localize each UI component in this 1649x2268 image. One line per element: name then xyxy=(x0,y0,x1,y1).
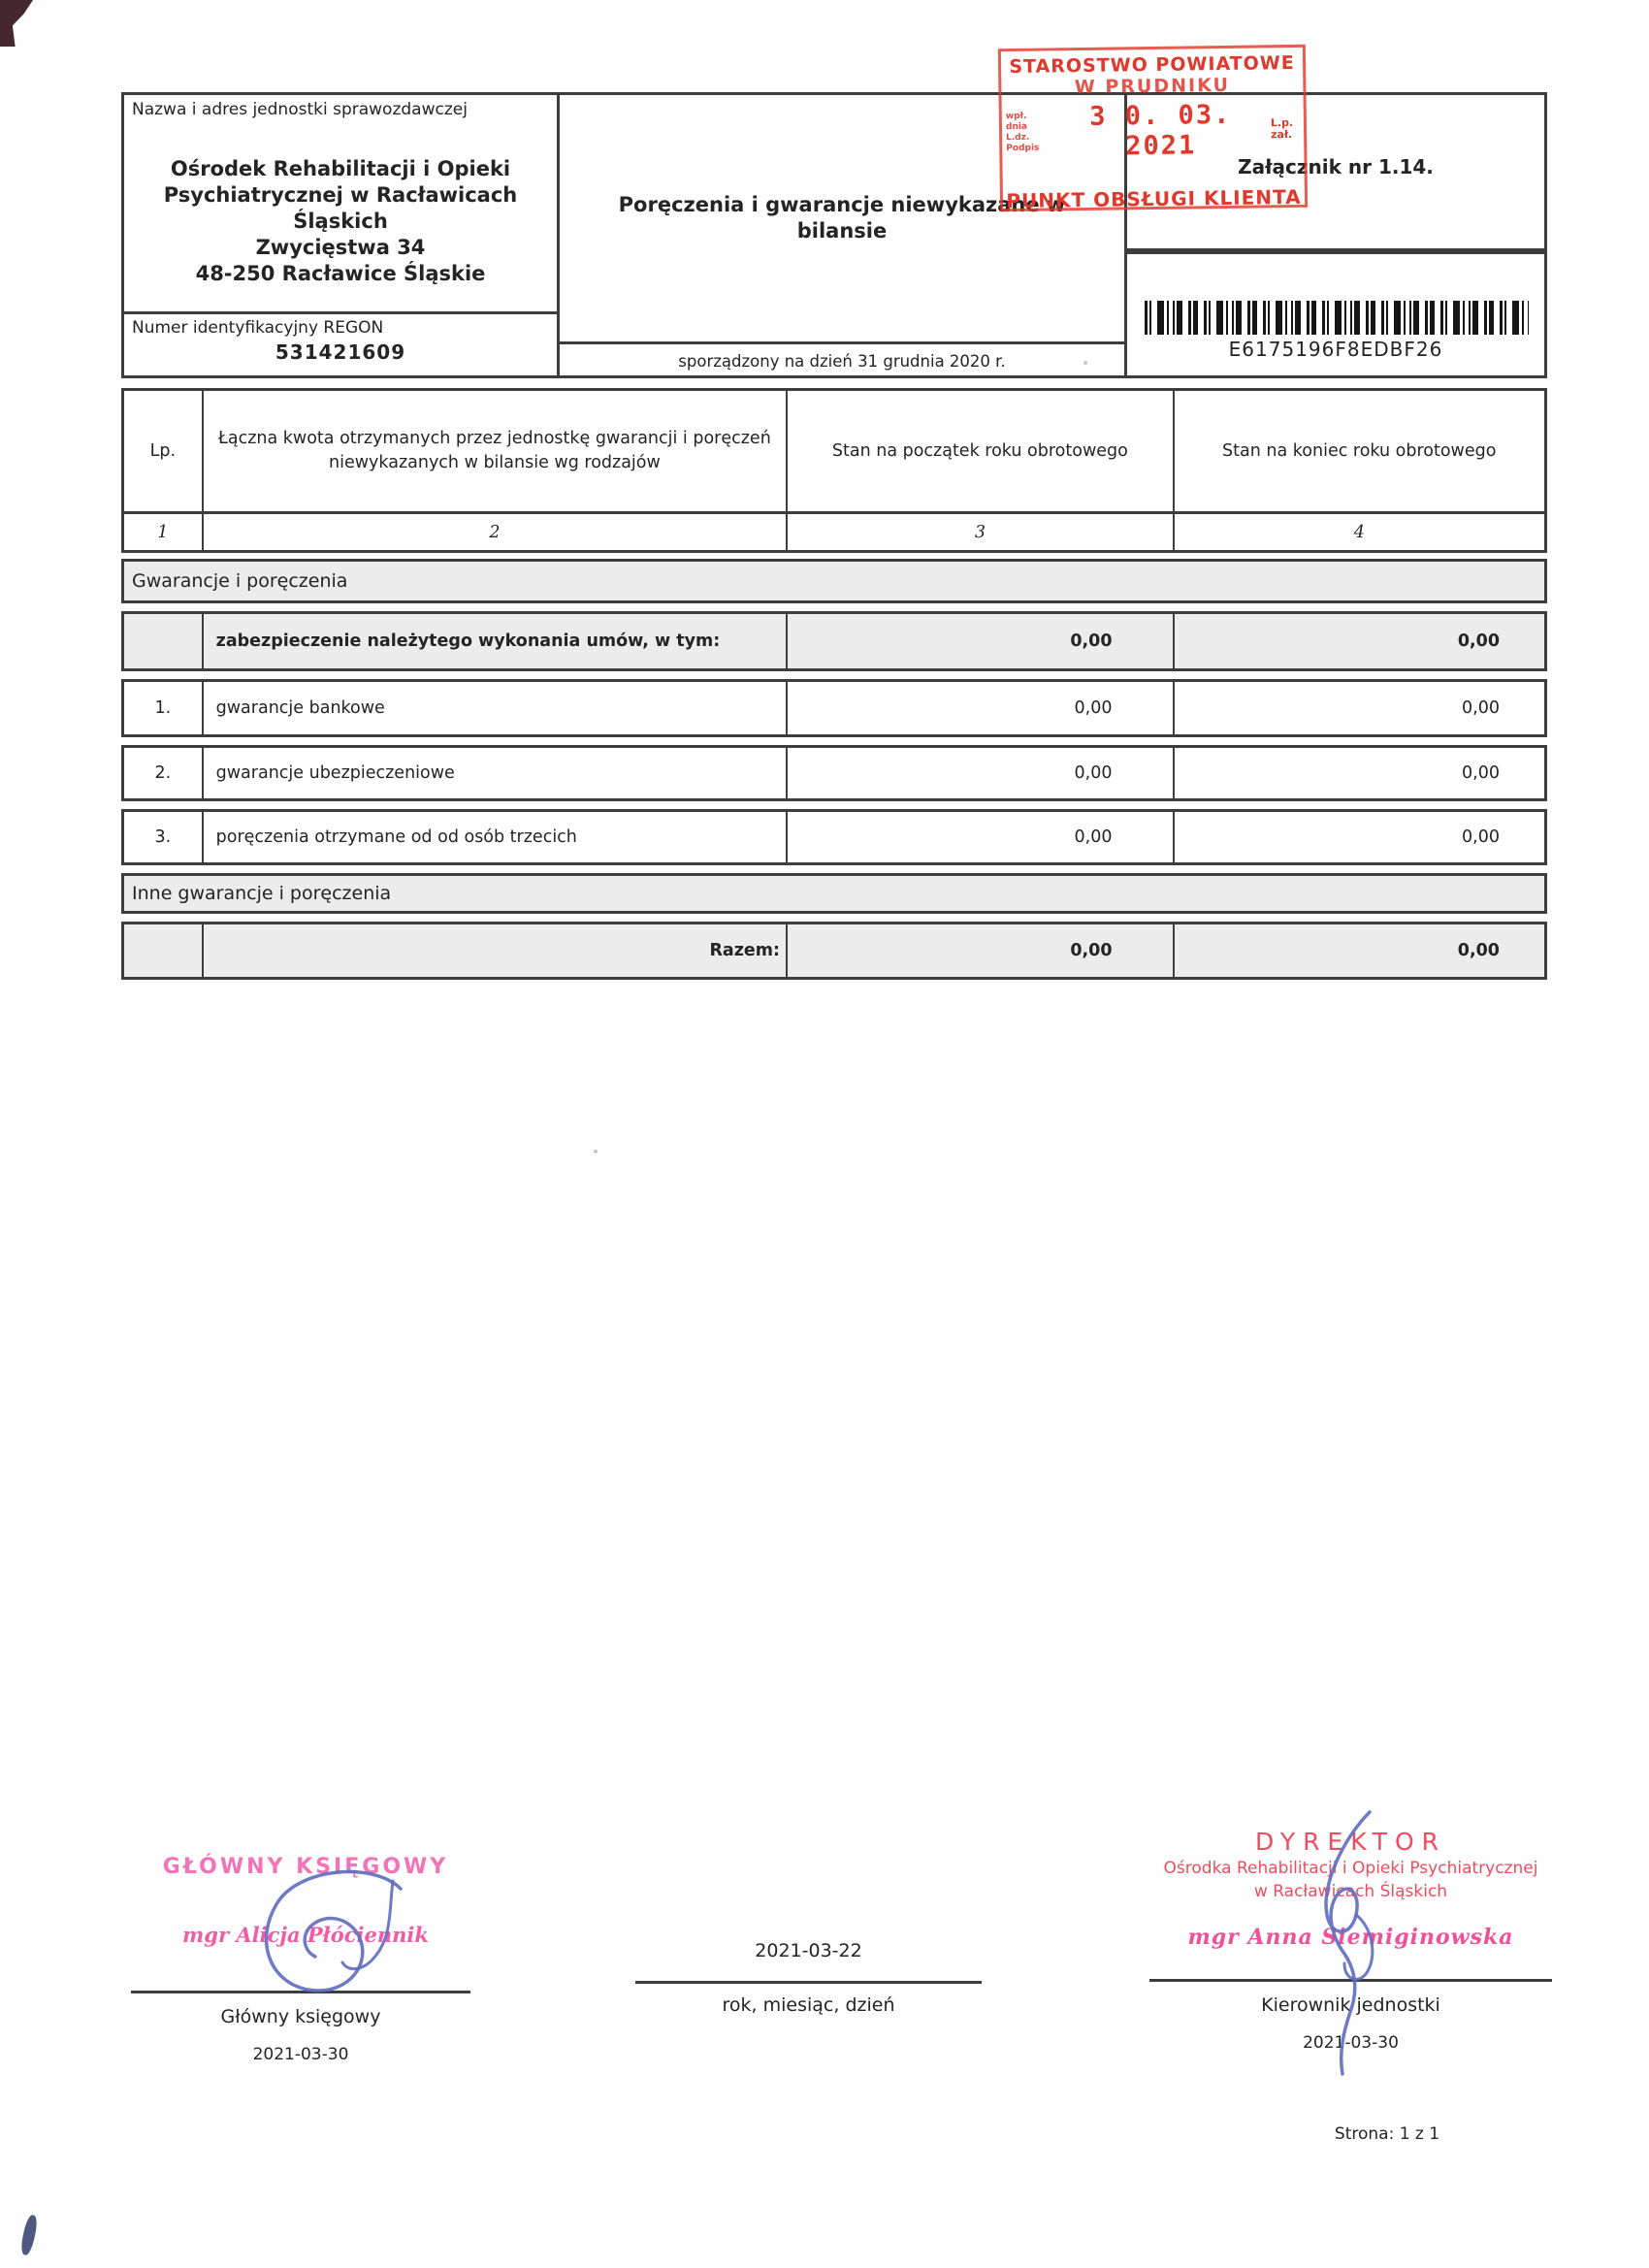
column-number: 1 xyxy=(157,522,169,542)
section-header-guarantees: Gwarancje i poręczenia xyxy=(121,559,1547,603)
scan-speck xyxy=(594,1150,598,1153)
stamp-date: 3 0. 03. 2021 xyxy=(1089,99,1232,162)
stamp-right-label: zał. xyxy=(1271,127,1293,142)
stamp-left-label: dnia xyxy=(1005,121,1028,133)
barcode-image xyxy=(1145,301,1529,335)
stamp-middle-row xyxy=(1002,99,1305,163)
row-description: gwarancje bankowe xyxy=(202,682,786,734)
unit-name-line: Ośrodek Rehabilitacji i Opieki xyxy=(170,157,511,180)
column-number-row xyxy=(121,514,1547,553)
stamp-left-label: Podpis xyxy=(1006,143,1040,154)
total-label: Razem: xyxy=(202,924,786,977)
report-date-value: 2021-03-22 xyxy=(755,1940,862,1961)
report-title: Poręczenia i gwarancje niewykazane w bilansie xyxy=(618,193,1066,243)
director-signature-scribble xyxy=(1280,1806,1406,2078)
row-closing-value: 0,00 xyxy=(1173,682,1545,734)
header-cell-opening-balance: Stan na początek roku obrotowego xyxy=(786,391,1172,511)
accountant-role-label: Główny księgowy xyxy=(220,2006,381,2027)
office-date-stamp xyxy=(998,45,1308,211)
regon-label: Numer identyfikacyjny REGON xyxy=(132,318,384,338)
attachment-label: Załącznik nr 1.14. xyxy=(1238,155,1434,178)
director-stamp-line2: Ośrodka Rehabilitacji i Opieki Psychiatrycznej xyxy=(1163,1859,1538,1878)
stamp-left-label: wpł. xyxy=(1005,111,1027,122)
header-cell-closing-balance: Stan na koniec roku obrotowego xyxy=(1173,391,1544,511)
director-sign-date: 2021-03-30 xyxy=(1303,2033,1399,2053)
director-stamp-line3: w Racławicach Śląskich xyxy=(1253,1882,1448,1901)
scan-artifact-bottom-left xyxy=(19,2214,39,2256)
table-row-summary xyxy=(121,611,1547,671)
prepared-as-of-box xyxy=(560,341,1127,378)
unit-name-line: 48-250 Racławice Śląskie xyxy=(195,262,486,285)
reporting-unit-name xyxy=(124,156,557,287)
row-opening-value: 0,00 xyxy=(786,812,1173,862)
row-lp xyxy=(124,614,202,668)
table-row xyxy=(121,809,1547,865)
total-closing-value: 0,00 xyxy=(1173,924,1544,977)
row-closing-value: 0,00 xyxy=(1173,614,1545,668)
director-role-label: Kierownik jednostki xyxy=(1261,1994,1440,2016)
stamp-left-labels xyxy=(1002,111,1051,154)
accountant-signature-scribble xyxy=(247,1867,412,1998)
unit-name-line: Śląskich xyxy=(293,210,388,233)
director-stamp-name: mgr Anna Siemiginowska xyxy=(1187,1925,1514,1950)
accountant-sign-date: 2021-03-30 xyxy=(252,2045,349,2064)
row-closing-value: 0,00 xyxy=(1173,812,1545,862)
header-cell-description: Łączna kwota otrzymanych przez jednostkę gwarancji i poręczeń niewykazanych w bilansie wg rodzajów xyxy=(202,391,787,511)
reporting-unit-box xyxy=(121,92,560,314)
stamp-service-point: PUNKT OBSŁUGI KLIENTA xyxy=(1006,184,1302,213)
director-stamp-title: DYREKTOR xyxy=(1254,1828,1447,1856)
column-number: 2 xyxy=(202,514,787,550)
row-opening-value: 0,00 xyxy=(786,748,1173,798)
column-number: 4 xyxy=(1173,514,1544,550)
accountant-stamp-name: mgr Alicja Płóciennik xyxy=(182,1923,429,1947)
unit-name-line: Psychiatrycznej w Racławicach xyxy=(163,183,518,207)
total-opening-value: 0,00 xyxy=(786,924,1172,977)
regon-box xyxy=(121,314,560,378)
row-lp: 3. xyxy=(154,827,172,847)
row-description: zabezpieczenie należytego wykonania umów, w tym: xyxy=(202,614,786,668)
table-row-total xyxy=(121,922,1547,980)
table-row xyxy=(121,679,1547,737)
unit-name-line: Zwycięstwa 34 xyxy=(255,236,426,259)
row-lp xyxy=(124,924,202,977)
stamp-left-label: L.dz. xyxy=(1006,132,1030,144)
row-opening-value: 0,00 xyxy=(786,614,1173,668)
date-caption: rok, miesiąc, dzień xyxy=(722,1994,895,2016)
header-cell-lp: Lp. xyxy=(149,440,177,461)
prepared-as-of-text: sporządzony na dzień 31 grudnia 2020 r. xyxy=(678,352,1006,371)
date-line xyxy=(635,1981,982,1984)
stamp-office-city: W PRUDNIKU xyxy=(1074,74,1231,99)
row-description: gwarancje ubezpieczeniowe xyxy=(202,748,786,798)
guarantees-table xyxy=(121,388,1547,982)
page-number-label: Strona: 1 z 1 xyxy=(1334,2124,1440,2144)
barcode-value: E6175196F8EDBF26 xyxy=(1228,338,1443,361)
row-lp: 2. xyxy=(154,763,172,783)
row-description: poręczenia otrzymane od od osób trzecich xyxy=(202,812,786,862)
accountant-stamp-title: GŁÓWNY KSIĘGOWY xyxy=(162,1855,449,1879)
stamp-right-label: L.p. xyxy=(1270,115,1294,130)
column-number: 3 xyxy=(786,514,1172,550)
reporting-unit-label: Nazwa i adres jednostki sprawozdawczej xyxy=(132,100,468,119)
scan-artifact-top-left xyxy=(0,0,33,47)
barcode-box xyxy=(1127,251,1547,378)
row-lp: 1. xyxy=(154,698,172,718)
table-header-row xyxy=(121,388,1547,514)
section-header-other-guarantees: Inne gwarancje i poręczenia xyxy=(121,873,1547,914)
row-closing-value: 0,00 xyxy=(1173,748,1545,798)
table-row xyxy=(121,745,1547,801)
regon-value: 531421609 xyxy=(275,340,406,364)
row-opening-value: 0,00 xyxy=(786,682,1173,734)
stamp-office-name: STAROSTWO POWIATOWE xyxy=(1009,51,1295,79)
stamp-right-labels xyxy=(1271,117,1304,141)
